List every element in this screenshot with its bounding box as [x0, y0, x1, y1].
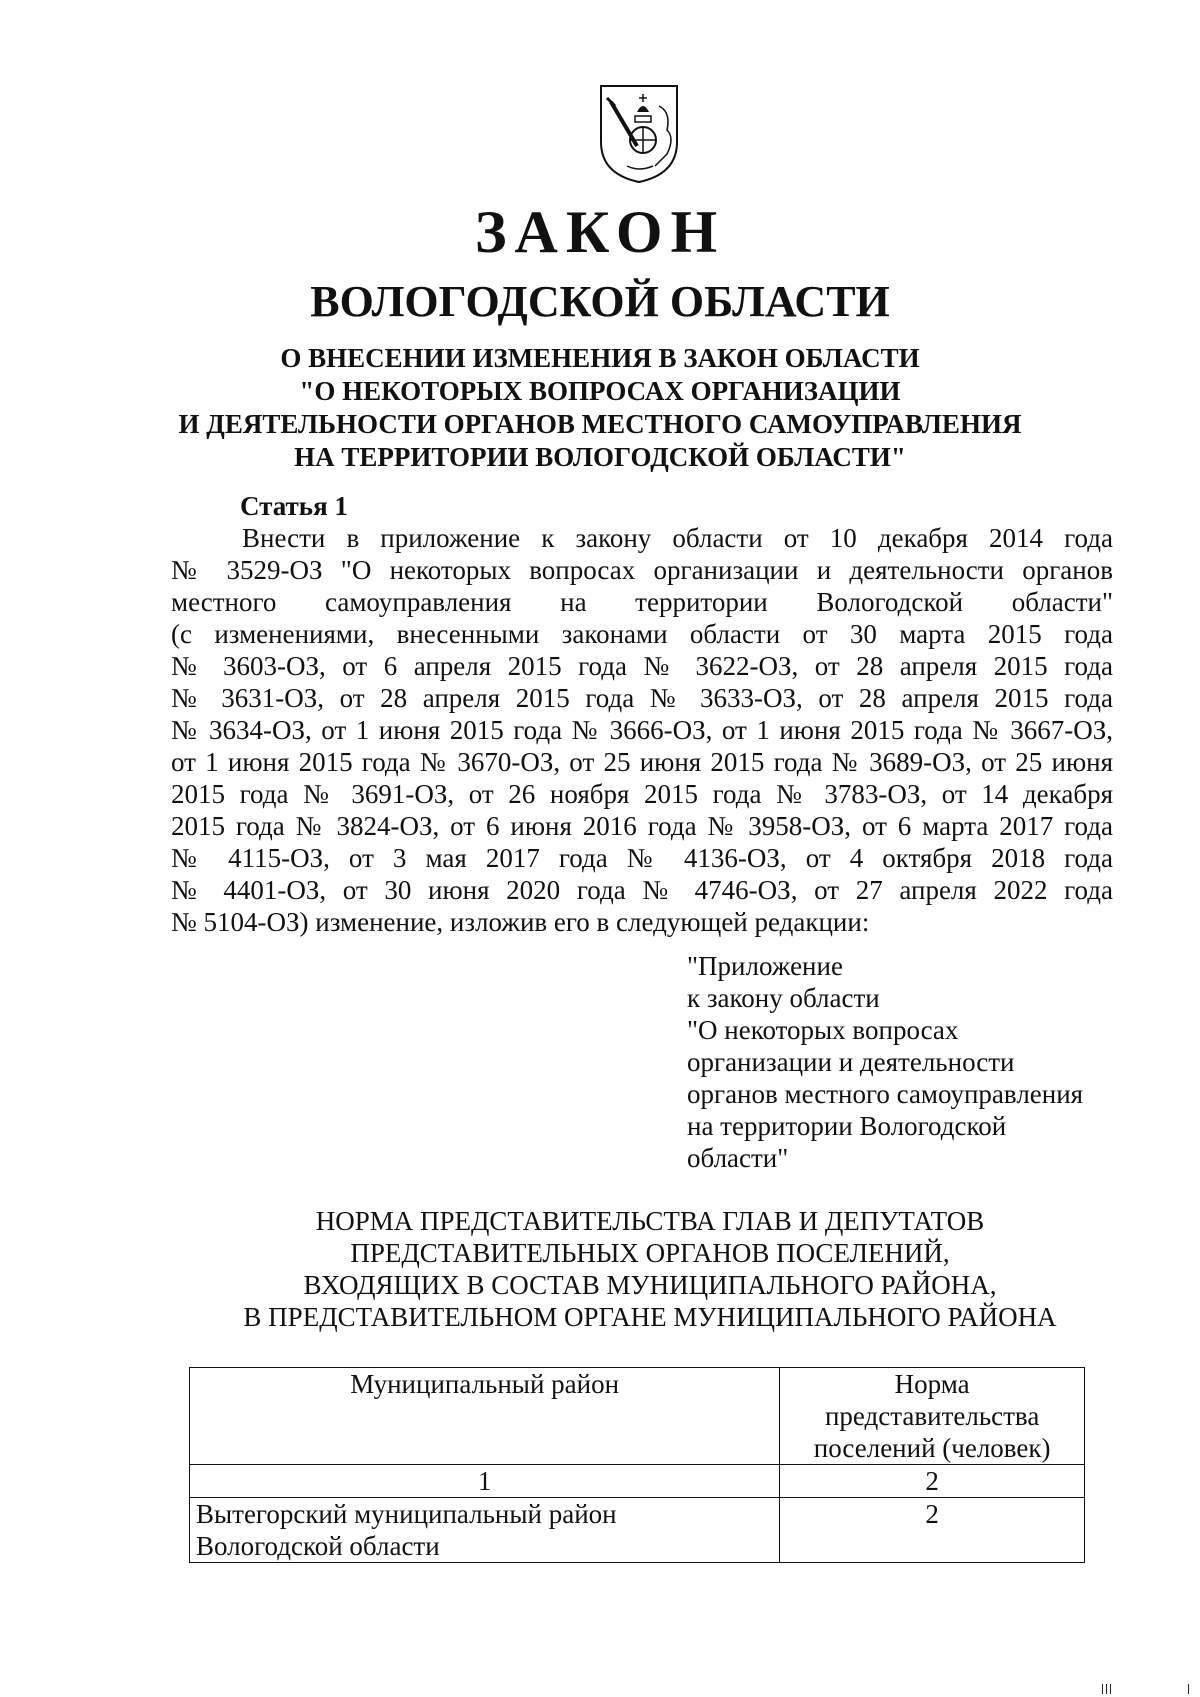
appendix-line: "О некоторых вопросах [687, 1015, 959, 1045]
subtitle-line: НА ТЕРРИТОРИИ ВОЛОГОДСКОЙ ОБЛАСТИ" [294, 442, 906, 472]
appendix-line: организации и деятельности [687, 1047, 1015, 1077]
article-body [171, 522, 1113, 938]
article-line: Внести в приложение к закону области от 10 декабря 2014 года [242, 523, 1113, 553]
norm-title [0, 1205, 1200, 1333]
header-line: представительства [824, 1401, 1040, 1431]
article-line: (с изменениями, внесенными законами области от 30 марта 2015 года [171, 619, 1113, 649]
column-index-2: 2 [780, 1465, 1085, 1498]
district-line: Вологодской области [196, 1531, 440, 1561]
article-line: местного самоуправления на территории Вологодской области" [171, 587, 1113, 617]
scan-mark [1106, 1684, 1107, 1694]
document-title: ЗАКОН [474, 199, 726, 265]
table-index-row [190, 1465, 1085, 1498]
article-line: № 3603-ОЗ, от 6 апреля 2015 года № 3622-ОЗ, от 28 апреля 2015 года [171, 651, 1113, 681]
column-header-norm [780, 1368, 1085, 1465]
article-heading: Статья 1 [240, 491, 348, 521]
document-region: ВОЛОГОДСКОЙ ОБЛАСТИ [310, 277, 890, 326]
appendix-line: органов местного самоуправления [687, 1079, 1084, 1109]
table-header-row [190, 1368, 1085, 1465]
norm-title-line: ВХОДЯЩИХ В СОСТАВ МУНИЦИПАЛЬНОГО РАЙОНА, [303, 1270, 997, 1300]
header-line: поселений (человек) [813, 1433, 1051, 1463]
article-line: № 3529-ОЗ "О некоторых вопросах организации и деятельности органов [171, 555, 1113, 585]
article-line: № 4401-ОЗ, от 30 июня 2020 года № 4746-ОЗ, от 27 апреля 2022 года [171, 875, 1113, 905]
column-header-district: Муниципальный район [190, 1368, 780, 1465]
article-line: № 5104-ОЗ) изменение, изложив его в следующей редакции: [171, 907, 870, 937]
article-line: № 3634-ОЗ, от 1 июня 2015 года № 3666-ОЗ, от 1 июня 2015 года № 3667-ОЗ, [171, 715, 1113, 745]
column-index-1: 1 [190, 1465, 780, 1498]
scan-mark [1188, 1684, 1189, 1694]
appendix-line: к закону области [687, 983, 880, 1013]
norm-cell: 2 [780, 1498, 1085, 1563]
scan-mark [1110, 1684, 1111, 1694]
norm-table [189, 1367, 1085, 1563]
district-cell [190, 1498, 780, 1563]
norm-title-line: НОРМА ПРЕДСТАВИТЕЛЬСТВА ГЛАВ И ДЕПУТАТОВ [315, 1206, 985, 1236]
coat-of-arms-emblem [597, 82, 681, 186]
article-line: № 3631-ОЗ, от 28 апреля 2015 года № 3633-ОЗ, от 28 апреля 2015 года [171, 683, 1113, 713]
scan-mark [1102, 1684, 1103, 1694]
header-line: Норма [894, 1369, 970, 1399]
document-subtitle [0, 342, 1200, 474]
subtitle-line: И ДЕЯТЕЛЬНОСТИ ОРГАНОВ МЕСТНОГО САМОУПРАВЛЕНИЯ [178, 409, 1022, 439]
appendix-reference [687, 950, 1083, 1174]
article-line: № 4115-ОЗ, от 3 мая 2017 года № 4136-ОЗ, от 4 октября 2018 года [171, 843, 1113, 873]
appendix-line: на территории Вологодской [687, 1111, 1007, 1141]
article-line: 2015 года № 3824-ОЗ, от 6 июня 2016 года № 3958-ОЗ, от 6 марта 2017 года [171, 811, 1113, 841]
table-row [190, 1498, 1085, 1563]
article-line: от 1 июня 2015 года № 3670-ОЗ, от 25 июня 2015 года № 3689-ОЗ, от 25 июня [171, 747, 1113, 777]
norm-title-line: ПРЕДСТАВИТЕЛЬНЫХ ОРГАНОВ ПОСЕЛЕНИЙ, [350, 1238, 950, 1268]
appendix-line: области" [687, 1143, 789, 1173]
district-line: Вытегорский муниципальный район [196, 1499, 617, 1529]
article-line: 2015 года № 3691-ОЗ, от 26 ноября 2015 года № 3783-ОЗ, от 14 декабря [171, 779, 1113, 809]
subtitle-line: "О НЕКОТОРЫХ ВОПРОСАХ ОРГАНИЗАЦИИ [299, 376, 901, 406]
appendix-line: "Приложение [687, 951, 843, 981]
subtitle-line: О ВНЕСЕНИИ ИЗМЕНЕНИЯ В ЗАКОН ОБЛАСТИ [280, 343, 920, 373]
norm-title-line: В ПРЕДСТАВИТЕЛЬНОМ ОРГАНЕ МУНИЦИПАЛЬНОГО РАЙОНА [243, 1302, 1057, 1332]
